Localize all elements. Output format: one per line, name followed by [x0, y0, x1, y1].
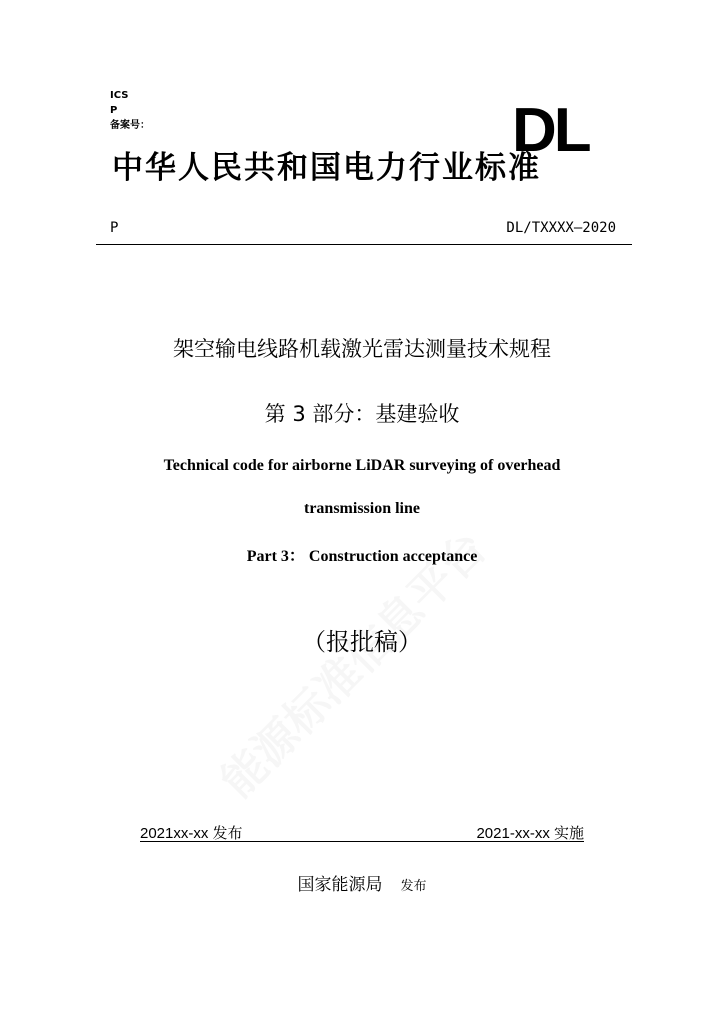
title-chinese: 架空输电线路机载激光雷达测量技术规程 — [173, 337, 551, 361]
issuing-authority-row — [0, 870, 724, 895]
standard-name: 中华人民共和国电力行业标准 — [112, 150, 541, 186]
issuing-authority: 国家能源局 — [297, 875, 383, 895]
issue-date: 2021xx-xx 发布 — [140, 825, 243, 842]
draft-status: （报批稿） — [302, 628, 422, 656]
title-english-line-2: transmission line — [303, 500, 420, 517]
issuing-authority-suffix: 发布 — [400, 879, 427, 894]
part-title-english: Part 3： Construction acceptance — [246, 548, 478, 565]
implementation-date: 2021-xx-xx 实施 — [476, 825, 584, 842]
header-divider — [96, 244, 632, 245]
filing-number-label: 备案号： — [110, 120, 150, 131]
p-label: P — [110, 105, 118, 116]
ics-label: ICS — [110, 90, 129, 101]
dl-logo: DL — [512, 96, 589, 165]
date-divider — [140, 841, 584, 842]
title-english-line-1: Technical code for airborne LiDAR surveying of overhead — [163, 457, 561, 474]
standard-number: DL/TXXXX—2020 — [506, 220, 616, 236]
classification-code: P — [110, 220, 119, 236]
part-title-chinese: 第 3 部分：基建验收 — [264, 402, 460, 426]
